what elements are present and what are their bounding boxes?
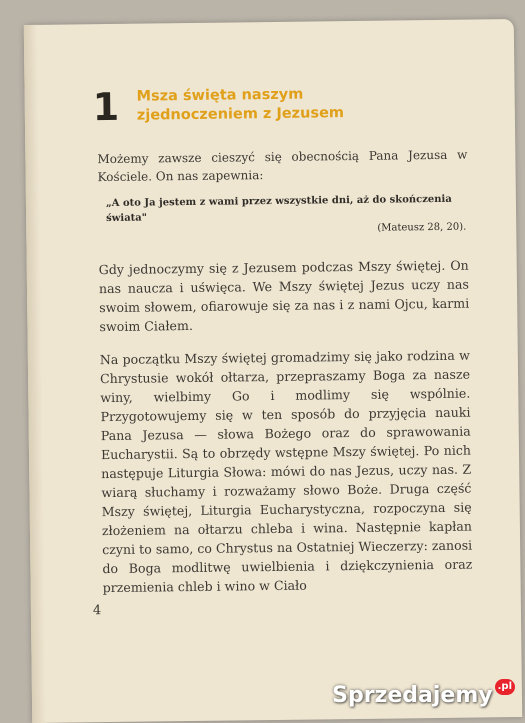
book-page [24,19,522,723]
quote-citation: (Mateusz 28, 20). [377,221,467,234]
watermark-text: Sprzedajemy [332,683,493,708]
bible-quote: „A oto Ja jestem z wami przez wszystkie dni, aż do skończenia świata" [105,193,452,225]
chapter-title [137,84,407,125]
chapter-title-line-2: zjednoczeniem z Jezusem [136,105,345,124]
page-number: 4 [92,603,102,619]
paragraph-2: Na początku Mszy świętej gromadzimy się jako rodzina w Chrystusie wokół ołtarza, przepraszamy Boga za nasze winy, wielbimy Go i modlimy się wspólnie. Przygotowujemy się w ten sposób do przyjęcia nauki Pana Jezusa — słowa Bożego oraz do sprawowania Eucharystii. Są to obrzędy wstępne Mszy świętej. Po nich następuje Liturgia Słowa: mówi do nas Jezus, uczy nas. Z wiarą słuchamy i rozważamy słowo Boże. Druga część Mszy świętej, Liturgia Eucharystyczna, rozpoczyna się złożeniem na ołtarzu chleba i wina. Następnie kapłan czyni to samo, co Chrystus na Ostatniej Wieczerzy: zanosi do Boga modlitwę uwielbienia i dziękczynienia oraz przemienia chleb i wino w Ciało [99,347,473,596]
chapter-number: 1 [92,84,120,130]
chapter-title-line-1: Msza święta naszym [136,86,304,105]
paragraph-1: Gdy jednoczymy się z Jezusem podczas Mszy świętej. On nas naucza i uświęca. We Mszy świętej Jezus uczy nas swoim słowem, ofiarowuje się za nas i z nami Ojcu, karmi swoim Ciałem. [98,257,470,335]
intro-paragraph: Możemy zawsze cieszyć się obecnością Pana Jezusa w Kościele. On nas zapewnia: [97,147,468,185]
sprzedajemy-watermark [332,683,515,708]
page-spine-shadow [24,25,47,723]
watermark-suffix: .pl [495,679,515,695]
